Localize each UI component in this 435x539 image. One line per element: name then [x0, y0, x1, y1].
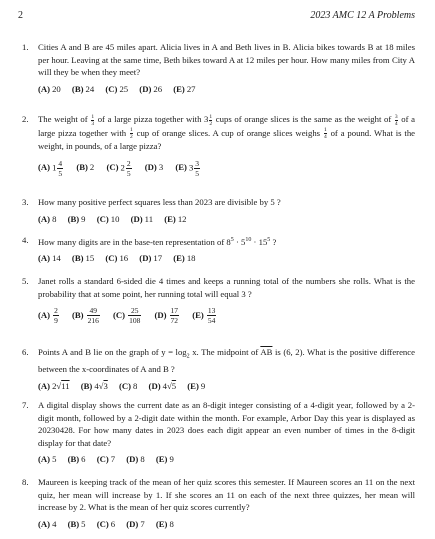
choice-e: (E) $\frac{13}{54}$ — [192, 306, 216, 326]
problem-text: How many positive perfect squares less than 2023 are divisible by 5 ? — [38, 197, 281, 207]
answer-choices — [38, 453, 415, 466]
choice-a: (A) 14 — [38, 253, 61, 264]
choice-b: (B) $\frac{49}{216}$ — [71, 306, 99, 326]
answer-choices — [38, 518, 415, 531]
page-number: 2 — [18, 10, 23, 21]
problem-1 — [22, 41, 415, 95]
choice-a: (A) 1 $\frac{4}{5}$ — [38, 158, 63, 178]
choice-b: (B) 9 — [67, 213, 86, 224]
problem-number: 2. — [22, 114, 29, 124]
choice-d: (D) 11 — [130, 213, 154, 224]
problem-text: A digital display shows the current date as an 8-digit integer consisting of a 4-digit year, followed by a 2-digit month, followed by a 2-digit date within the month. For example, Arbor Day this year is displayed as 20230428. For how many dates in 2023 does each digit appear an even number of times in the 8-digit display for that date? — [38, 400, 415, 448]
choice-c: (C) 25 — [105, 83, 129, 94]
problem-number: 4. — [22, 235, 29, 245]
choice-a: (A) 4 — [38, 518, 57, 529]
choice-c: (C) 10 — [96, 213, 120, 224]
problem-8 — [22, 476, 415, 530]
problem-7 — [22, 399, 415, 466]
document-title: 2023 AMC 12 A Problems — [310, 10, 415, 21]
choice-d: (D) 3 — [144, 162, 164, 173]
problem-number: 1. — [22, 42, 29, 52]
choice-c: (C) $\frac{25}{108}$ — [113, 306, 141, 326]
choice-d: (D) $\frac{17}{72}$ — [154, 306, 179, 326]
choice-e: (E) 3 $\frac{3}{5}$ — [175, 158, 200, 178]
choice-c: (C) 8 — [118, 380, 138, 391]
choice-b: (B) 5 — [67, 518, 86, 529]
choice-c: (C) 2 $\frac{2}{5}$ — [106, 158, 131, 178]
choice-e: (E) 8 — [155, 518, 174, 529]
choice-d: (D) 26 — [139, 83, 163, 94]
choice-b: (B) 4√3 — [80, 380, 108, 391]
answer-choices — [38, 213, 415, 226]
answer-choices — [38, 252, 415, 265]
problem-4 — [22, 234, 415, 265]
page-header — [18, 10, 415, 24]
choice-e: (E) 18 — [173, 253, 196, 264]
choice-a: (A) 8 — [38, 213, 57, 224]
problem-6 — [22, 346, 415, 393]
problem-number: 8. — [22, 477, 29, 487]
choice-b: (B) 6 — [67, 454, 86, 465]
problem-number: 5. — [22, 276, 29, 286]
choice-a: (A) 20 — [38, 83, 61, 94]
choice-c: (C) 7 — [96, 454, 116, 465]
choice-b: (B) 2 — [76, 162, 95, 173]
choice-e: (E) 27 — [173, 83, 196, 94]
problem-text: How many digits are in the base-ten representation of $8^5 \cdot 5^{10} \cdot 15^5$ ? — [38, 236, 277, 247]
answer-choices — [38, 380, 415, 393]
choice-e: (E) 9 — [187, 380, 206, 391]
problem-3 — [22, 196, 415, 225]
problem-text: Maureen is keeping track of the mean of her quiz scores this semester. If Maureen scores an 11 on the next quiz, her mean will increase by 1. If she scores an 11 on each of the next three quizzes, her mean will increase by 2. What is the mean of her quiz scores currently? — [38, 477, 415, 513]
problem-text: Janet rolls a standard 6-sided die 4 times and keeps a running total of the numbers she rolls. What is the probability that at some point, her running total will equal 3 ? — [38, 276, 415, 299]
problem-text: Cities A and B are 45 miles apart. Alicia lives in A and Beth lives in B. Alicia bikes towards B at 18 miles per hour. Leaving at the same time, Beth bikes toward A at 12 miles per hour. How many miles from City A will they be when they meet? — [38, 42, 415, 78]
problem-text: Points A and B lie on the graph of $y = \log_2 x$. The midpoint of $\overline{AB}$ is (6, 2). What is the positive difference between the x-coordinates of A and B ? — [38, 347, 415, 375]
answer-choices — [38, 159, 415, 178]
choice-b: (B) 15 — [71, 253, 95, 264]
choice-d: (D) 7 — [126, 518, 145, 529]
choice-c: (C) 6 — [96, 518, 116, 529]
answer-choices — [38, 306, 415, 325]
choice-e: (E) 9 — [155, 454, 174, 465]
choice-b: (B) 24 — [71, 83, 95, 94]
answer-choices — [38, 83, 415, 96]
choice-a: (A) 5 — [38, 454, 57, 465]
problem-number: 3. — [22, 197, 29, 207]
choice-d: (D) 17 — [139, 253, 163, 264]
problem-2 — [22, 113, 415, 178]
choice-d: (D) 8 — [126, 454, 145, 465]
choice-a: (A) 2√11 — [38, 380, 70, 391]
problem-5 — [22, 275, 415, 325]
choice-d: (D) 4√5 — [148, 380, 177, 391]
choice-c: (C) 16 — [105, 253, 129, 264]
problem-text: The weight of $\frac{1}{3}$ of a large pizza together with 3 $\frac{1}{2}$ cups of orange slices is the same as the weight of $\frac{3}{4}$ of a large pizza together with $\frac{1}{2}$ cup of orange slices. A cup of orange slices weighs $\frac{1}{4}$ of a pound. What is the weight, in pounds, of a large pizza? — [38, 113, 416, 151]
choice-e: (E) 12 — [164, 213, 187, 224]
problem-number: 7. — [22, 400, 29, 410]
choice-a: (A) $\frac{2}{9}$ — [38, 306, 58, 326]
problem-number: 6. — [22, 347, 29, 357]
